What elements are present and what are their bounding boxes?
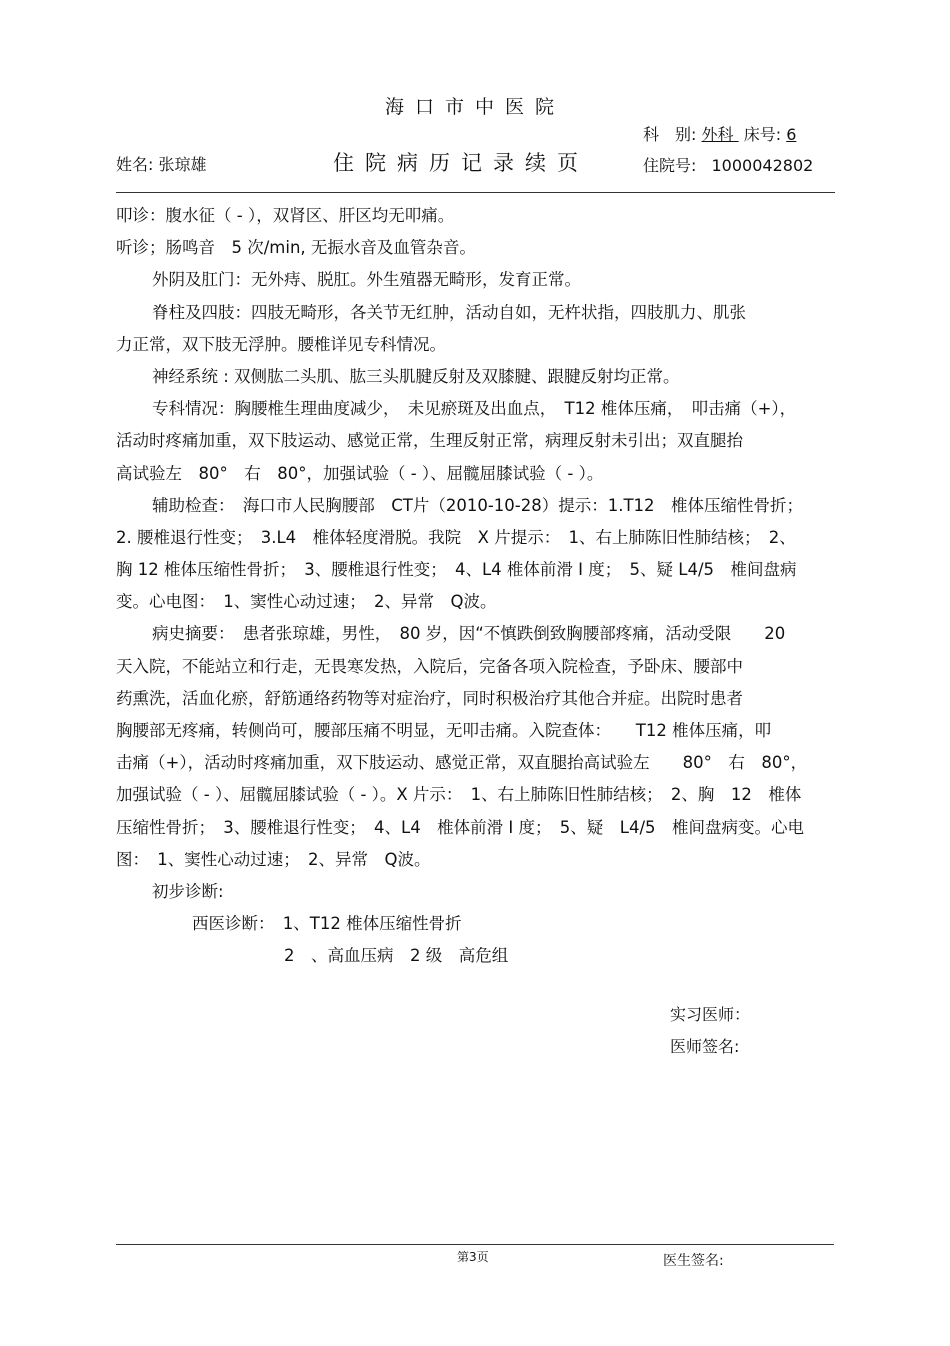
body-line: 胸 12 椎体压缩性骨折； 3、腰椎退行性变； 4、L4 椎体前滑 I 度； 5、疑 L4/5 椎间盘病	[116, 560, 797, 580]
body-line: 西医诊断： 1、T12 椎体压缩性骨折	[192, 914, 462, 934]
bed-label: 床号:	[743, 125, 782, 144]
body-line: 活动时疼痛加重，双下肢运动、感觉正常，生理反射正常，病理反射未引出；双直腿抬	[116, 431, 743, 451]
bed-value: 6	[786, 125, 797, 144]
body-line: 辅助检查： 海口市人民胸腰部 CT片（2010-10-28）提示：1.T12 椎体压缩性骨折；	[152, 495, 804, 515]
body-line: 天入院，不能站立和行走，无畏寒发热，入院后，完备各项入院检查，予卧床、腰部中	[116, 656, 743, 676]
doctor-signature: 医师签名:	[670, 1037, 740, 1056]
name-value: 张琼雄	[158, 155, 207, 174]
bed-spacer	[734, 125, 739, 144]
body-line: 2. 腰椎退行性变； 3.L4 椎体轻度滑脱。我院 X 片提示： 1、右上肺陈旧性肺结核； 2、	[116, 527, 796, 547]
body-line: 神经系统 : 双侧肱二头肌、肱三头肌腱反射及双膝腱、跟腱反射均正常。	[152, 366, 680, 386]
body-line: 病史摘要： 患者张琼雄，男性， 80 岁，因“不慎跌倒致胸腰部疼痛，活动受限 20	[152, 624, 786, 644]
body-line: 药熏洗，活血化瘀，舒筋通络药物等对症治疗，同时积极治疗其他合并症。出院时患者	[116, 688, 743, 708]
footer-divider	[116, 1244, 834, 1245]
body-line: 专科情况：胸腰椎生理曲度减少， 未见瘀斑及出血点， T12 椎体压痛， 叩击痛（+），	[152, 399, 797, 419]
body-line: 压缩性骨折； 3、腰椎退行性变； 4、L4 椎体前滑 I 度； 5、疑 L4/5 椎间盘病变。心电	[116, 817, 805, 837]
body-line: 力正常，双下肢无浮肿。腰椎详见专科情况。	[116, 334, 446, 354]
header-divider	[116, 192, 835, 193]
body-line: 击痛（+），活动时疼痛加重，双下肢运动、感觉正常，双直腿抬高试验左 80° 右 80°，	[116, 753, 808, 773]
page-number: 第3页	[457, 1250, 489, 1264]
page-title: 住院病历记录续页	[333, 151, 589, 175]
department-bed-info	[643, 122, 796, 145]
body-line: 胸腰部无疼痛，转侧尚可，腰部压痛不明显，无叩击痛。入院查体： T12 椎体压痛，叩	[116, 721, 772, 740]
body-line: 加强试验（ - ）、屈髋屈膝试验（ - ）。X 片示： 1、右上肺陈旧性肺结核； 2、胸 12 椎体	[116, 785, 802, 805]
intern-signature: 实习医师：	[670, 1005, 751, 1024]
body-line: 图： 1、窦性心动过速； 2、异常 Q波。	[116, 849, 431, 869]
body-line: 脊柱及四肢：四肢无畸形，各关节无红肿，活动自如，无杵状指，四肢肌力、肌张	[152, 302, 746, 322]
body-line: 2 、高血压病 2 级 高危组	[284, 946, 509, 966]
footer-doctor-signature: 医生签名:	[663, 1253, 724, 1269]
dept-value: 外科	[701, 125, 734, 144]
record-body	[116, 200, 838, 973]
admission-number	[643, 153, 813, 176]
dept-label: 科 别:	[643, 125, 697, 144]
body-line: 高试验左 80° 右 80°，加强试验（ - ）、屈髋屈膝试验（ - ）。	[116, 463, 604, 483]
body-line: 叩诊：腹水征（ - ），双肾区、肝区均无叩痛。	[116, 206, 455, 225]
body-line: 外阴及肛门：无外痔、脱肛。外生殖器无畸形，发育正常。	[152, 270, 581, 290]
hospital-name: 海口市中医院	[384, 96, 565, 118]
admission-label: 住院号:	[643, 156, 697, 175]
body-line: 变。心电图： 1、窦性心动过速； 2、异常 Q波。	[116, 592, 497, 612]
name-label: 姓名:	[116, 155, 154, 174]
admission-value: 1000042802	[711, 156, 814, 175]
body-line: 听诊；肠鸣音 5 次/min, 无振水音及血管杂音。	[116, 238, 476, 258]
body-line: 初步诊断:	[152, 881, 224, 901]
patient-name	[116, 152, 207, 175]
